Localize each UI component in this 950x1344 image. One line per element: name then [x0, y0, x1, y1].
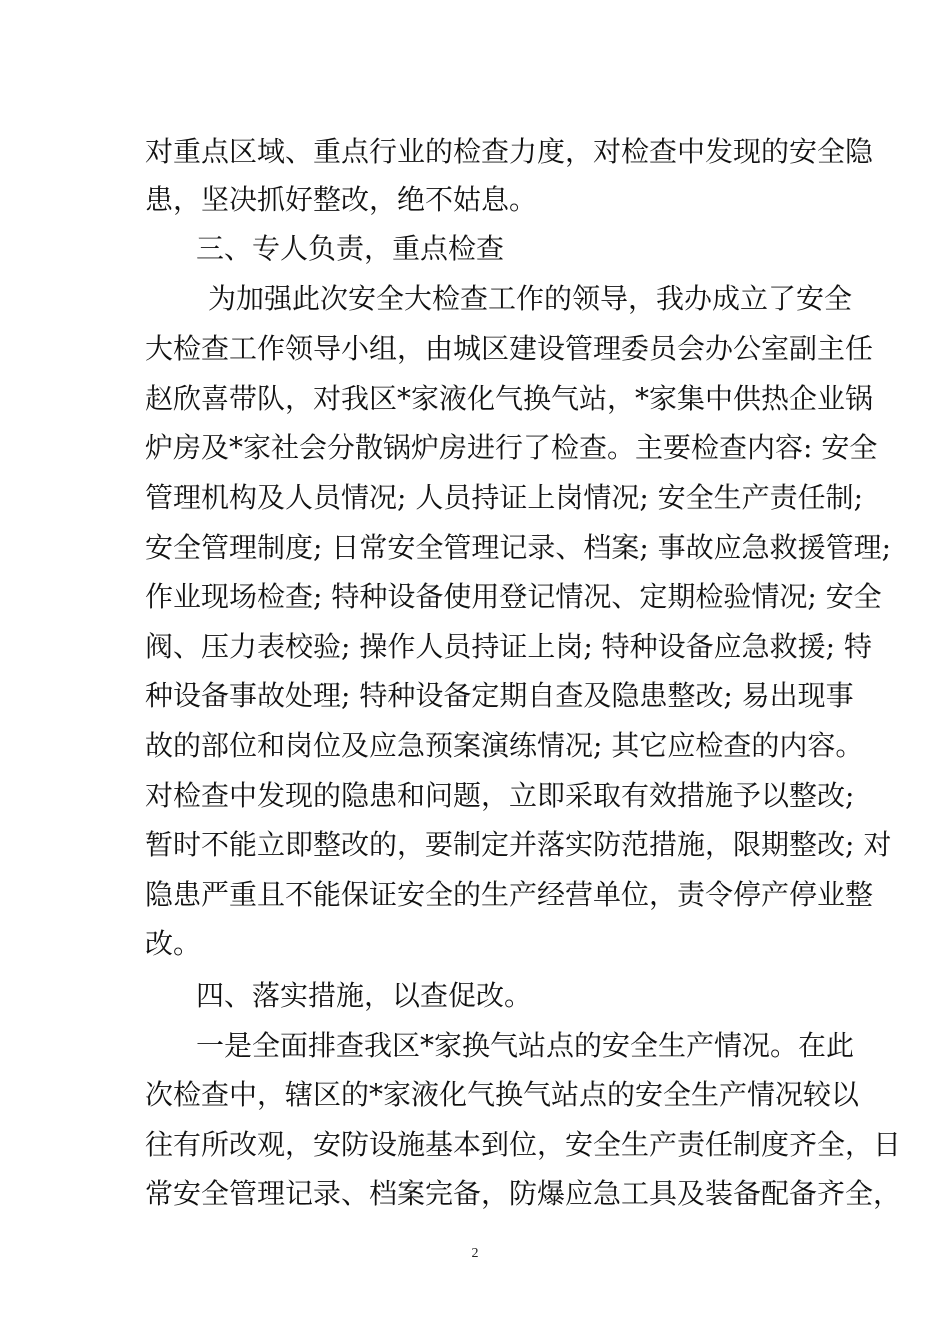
body-text-line: 患，坚决抓好整改，绝不姑息。 — [145, 183, 538, 216]
paragraph-start-line: 为加强此次安全大检查工作的领导，我办成立了安全 — [208, 282, 853, 315]
body-text-line: 对重点区域、重点行业的检查力度，对检查中发现的安全隐 — [145, 135, 874, 168]
body-text-line: 次检查中，辖区的*家液化气换气站点的安全生产情况较以 — [145, 1078, 860, 1111]
body-text-line: 种设备事故处理; 特种设备定期自查及隐患整改; 易出现事 — [145, 679, 854, 712]
body-text-line: 安全管理制度; 日常安全管理记录、档案; 事故应急救援管理; — [145, 531, 892, 564]
body-text-line: 故的部位和岗位及应急预案演练情况; 其它应检查的内容。 — [145, 729, 864, 762]
body-text-line: 常安全管理记录、档案完备，防爆应急工具及装备配备齐全， — [145, 1177, 902, 1210]
section-heading-3: 三、专人负责，重点检查 — [196, 232, 505, 265]
body-text-line: 阀、压力表校验; 操作人员持证上岗; 特种设备应急救援; 特 — [145, 630, 873, 663]
body-text-line: 往有所改观，安防设施基本到位，安全生产责任制度齐全，日 — [145, 1128, 902, 1161]
body-text-line: 管理机构及人员情况; 人员持证上岗情况; 安全生产责任制; — [145, 481, 864, 514]
body-text-line: 赵欣喜带队，对我区*家液化气换气站，*家集中供热企业锅 — [145, 382, 874, 415]
page-number: 2 — [471, 1246, 479, 1261]
body-text-line: 对检查中发现的隐患和问题，立即采取有效措施予以整改; — [145, 779, 855, 812]
body-text-line: 炉房及*家社会分散锅炉房进行了检查。主要检查内容: 安全 — [145, 431, 878, 464]
section-heading-4: 四、落实措施，以查促改。 — [196, 979, 533, 1012]
body-text-line: 隐患严重且不能保证安全的生产经营单位，责令停产停业整 — [145, 878, 874, 911]
body-text-line: 大检查工作领导小组，由城区建设管理委员会办公室副主任 — [145, 332, 874, 365]
body-text-line: 暂时不能立即整改的，要制定并落实防范措施，限期整改; 对 — [145, 828, 892, 861]
paragraph-start-line: 一是全面排查我区*家换气站点的安全生产情况。在此 — [196, 1029, 855, 1062]
body-text-line: 作业现场检查; 特种设备使用登记情况、定期检验情况; 安全 — [145, 580, 882, 613]
body-text-line: 改。 — [145, 927, 202, 960]
